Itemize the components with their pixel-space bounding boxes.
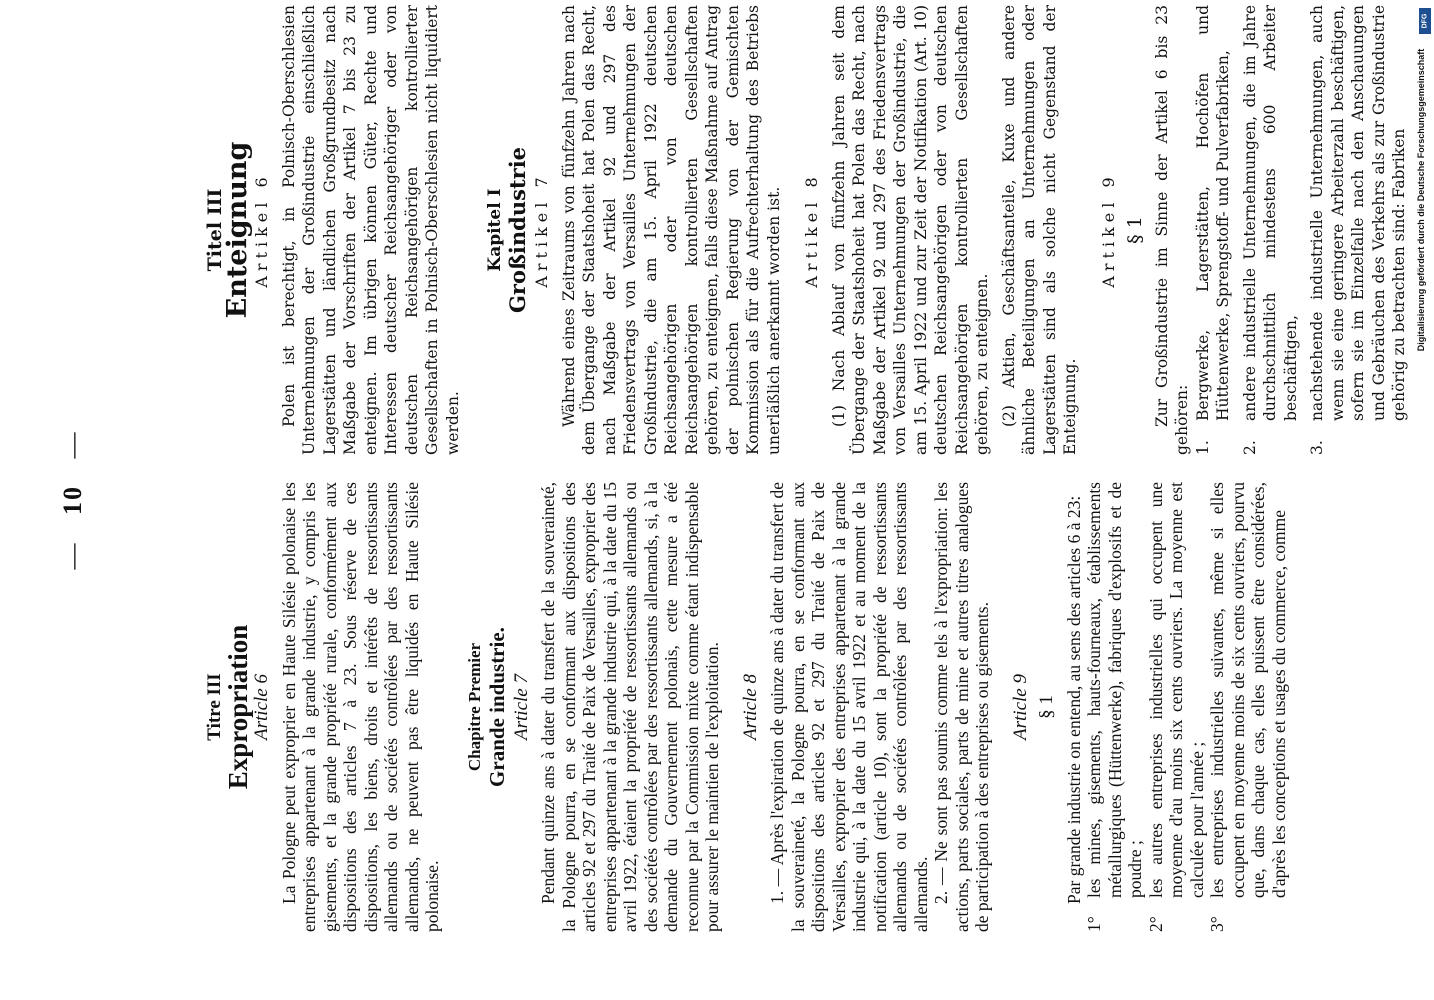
fr-article-6-heading: Article 6 — [251, 674, 272, 740]
fr-section-1: § 1 — [1036, 695, 1057, 719]
page-number: 10 — [58, 485, 87, 515]
list-item — [1146, 482, 1208, 932]
page-header — [58, 0, 88, 1000]
de-article-8-para-1: (1) Nach Ablauf von fünfzehn Jahren seit dem Übergange der Staatshoheit hat Polen das Recht, nach Maßgabe der Artikel 92 und 297 des Friedensvertrags von Versailles Unternehmungen der Großindustrie, die am 15. April 1922 und zur Zeit der Notifikation (Art. 10) deutschen Reichsangehörigen oder von deutschen Reichsangehörigen kontrollierten Gesellschaften gehören, zu enteignen. — [829, 5, 991, 455]
fr-chapter-title: Grande industrie. — [485, 627, 509, 787]
german-column — [205, 5, 1410, 455]
de-article-9-heading: Artikel 9 — [1098, 172, 1118, 288]
fr-article-7-text: Pendant quinze ans à dater du transfert de la souveraineté, la Pologne pourra, en se conformant aux dispositions des articles 92 et 297 du Traité de Paix de Versailles, exproprier des entreprises appartenant à la grande industrie qui, à la date du 15 avril 1922, étaient la propriété de ressortissants allemands ou des sociétés contrôlées par des ressortissants allemands, si, à la demande du Gouvernement polonais, cette mesure a été reconnue par la Commission mixte comme étant indispensable pour assurer le maintien de l'exploitation. — [538, 482, 722, 932]
list-item-number: 2° — [1145, 916, 1166, 932]
list-item-number: 1° — [1084, 916, 1104, 932]
list-item-number: 3° — [1207, 916, 1227, 932]
list-item — [1084, 482, 1146, 932]
list-item-text: andere industrielle Unternehmungen, die im Jahre durchschnittlich mindestens 600 Arbeiter beschäftigen, — [1240, 5, 1300, 421]
list-item — [1307, 5, 1410, 455]
fr-article-9-heading: Article 9 — [1009, 674, 1031, 740]
de-article-6-text: Polen ist berechtigt, in Polnisch-Oberschlesien Unternehmungen der Großindustrie einschließlich Lagerstätten und ländlichen Großgrundbesitz nach Maßgabe der Vorschriften der Artikel 7 bis 23 zu enteignen. Im übrigen können Güter, Rechte und Interessen deutscher Reichsangehöriger oder von deutschen Reichsangehörigen kontrollierter Gesellschaften in Polnisch-Oberschlesien nicht liquidiert werden. — [279, 5, 462, 455]
de-title-label: Titel III — [204, 188, 226, 272]
de-article-9-intro: Zur Großindustrie im Sinne der Artikel 6 bis 23 gehören: — [1152, 5, 1191, 455]
list-item-number: 3. — [1308, 440, 1326, 455]
header-dash-right: — — [58, 430, 87, 459]
list-item-number: 2. — [1240, 440, 1259, 455]
de-article-8-para-2: (2) Aktien, Geschäftsanteile, Kuxe und andere ähnliche Beteiligungen an Unternehmungen oder Lagerstätten sind als solche nicht Gegenstand der Enteignung. — [999, 5, 1079, 455]
digitization-note-text: Digitalisierung gefördert durch die Deutsche Forschungsgemeinschaft — [1416, 48, 1426, 352]
list-item-text: les mines, gisements, hauts-fourneaux, établissements métallurgiques (Hüttenwerke), fabriques d'explosifs et de poudre ; — [1084, 482, 1145, 898]
fr-chapter-label: Chapitre Premier — [464, 642, 484, 772]
list-item-text: Bergwerke, Lagerstätten, Hochöfen und Hüttenwerke, Sprengstoff- und Pulverfabriken, — [1193, 5, 1232, 421]
fr-article-8-para-2: 2. — Ne sont pas soumis comme tels à l'expropriation: les actions, parts sociales, parts de mine et autres titres analogues de participation à des entreprises ou gisements. — [931, 482, 992, 932]
fr-article-6-text: La Pologne peut exproprier en Haute Silésie polonaise les entreprises appartenant à la grande industrie, y compris les gisements, et la grande propriété rurale, conformément aux dispositions des articles 7 à 23. Sous réserve de ces dispositions, les biens, droits et intérêts de ressortissants allemands ou de sociétés contrôlées par des ressortissants allemands, ne peuvent pas être liquidés en Haute Silésie polonaise. — [278, 482, 442, 932]
fr-article-9-intro: Par grande industrie on entend, au sens des articles 6 à 23: — [1063, 495, 1084, 904]
de-title: Enteignung — [221, 141, 253, 319]
de-article-6-heading: Artikel 6 — [252, 172, 271, 288]
de-section-1: § 1 — [1124, 216, 1146, 244]
fr-title-label: Titre III — [204, 673, 225, 741]
de-chapter-title: Großindustrie — [504, 146, 530, 314]
fr-article-8-heading: Article 8 — [739, 674, 761, 740]
de-article-7-heading: Artikel 7 — [532, 172, 551, 288]
list-item-number: 1. — [1193, 440, 1212, 455]
fr-article-7-heading: Article 7 — [510, 674, 532, 740]
fr-article-8-para-1: 1. — Après l'expiration de quinze ans à dater du transfert de la souveraineté, la Pologne pourra, en se conformant aux dispositions des articles 92 et 297 du Traité de Paix de Versailles, exproprier des entreprises appartenant à la grande industrie qui, à la date du 15 avril 1922 et au moment de la notification (article 10), sont la propriété de ressortissants allemands ou de sociétés contrôlées par des ressortissants allemands. — [767, 482, 931, 932]
list-item-text: les autres entreprises industrielles qui occupent une moyenne d'au moins six cents ouvriers. La moyenne est calculée pour l'année ; — [1145, 482, 1207, 898]
list-item — [1207, 482, 1289, 932]
digitization-note — [1413, 10, 1429, 390]
de-article-7-text: Während eines Zeitraums von fünfzehn Jahren nach dem Übergange der Staatshoheit hat Polen das Recht, nach Maßgabe der Artikel 92 und 297 des Friedensvertrags von Versailles Unternehmungen der Großindustrie, die am 15. April 1922 deutschen Reichsangehörigen oder von deutschen Reichsangehörigen kontrollierten Gesellschaften gehören, zu enteignen, falls diese Maßnahme auf Antrag der polnischen Regierung von der Gemischten Kommission als für die Aufrechterhaltung des Betriebs unerläßlich anerkannt worden ist. — [559, 5, 783, 455]
list-item-text: nachstehende industrielle Unternehmungen, auch wenn sie eine geringere Arbeiterzahl beschäftigen, sofern sie im Einzelfalle nach den Anschauungen und Gebräuchen des Verkehrs als zur Großindustrie gehörig zu betrachten sind: Fabriken — [1308, 5, 1408, 421]
list-item — [1193, 5, 1234, 455]
header-dash-left: — — [58, 541, 87, 570]
french-column — [205, 482, 1289, 932]
dfg-logo-text: DFG — [1421, 13, 1429, 29]
list-item — [1240, 5, 1302, 455]
fr-title: Expropriation — [222, 624, 253, 790]
de-article-8-heading: Artikel 8 — [802, 172, 821, 288]
de-chapter-label: Kapitel I — [485, 188, 505, 272]
list-item-text: les entreprises industrielles suivantes, même si elles occupent en moyenne moins de six cents ouvriers, pourvu que, dans chaque cas, elles puissent être considérées, d'après les conceptions et usages du commerce, comme — [1207, 482, 1289, 898]
